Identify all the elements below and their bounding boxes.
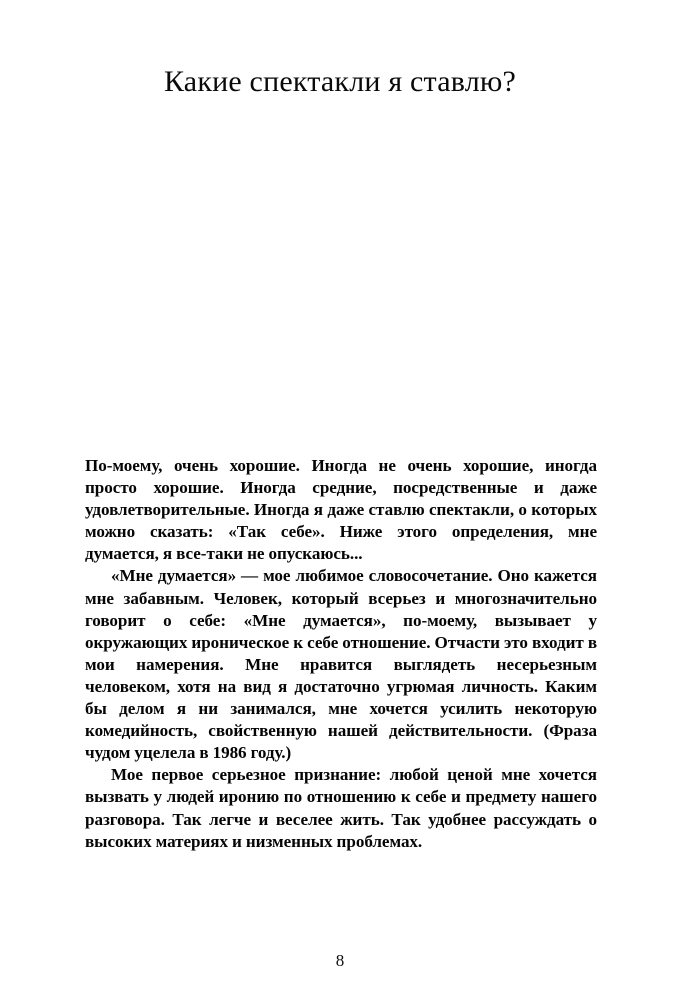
paragraph-2: «Мне думается» — мое любимое словосочетание. Оно кажется мне забавным. Человек, который всерьез и многозначительно говорит о себе: «Мне думается», по-моему, вызывает у окружающих ироническое к себе отношение. Отчасти это входит в мои намерения. Мне нравится выглядеть несерьезным человеком, хотя на вид я достаточно угрюмая личность. Каким бы делом я ни занимался, мне хочется усилить некоторую комедийность, свойственную нашей действительности. (Фраза чудом уцелела в 1986 году.) [85,566,597,763]
page-number: 8 [335,951,345,970]
body-text-block [85,455,597,853]
chapter-title: Какие спектакли я ставлю? [163,65,516,99]
paragraph-3: Мое первое серьезное признание: любой ценой мне хочется вызвать у людей иронию по отношению к себе и предмету нашего разговора. Так легче и веселее жить. Так удобнее рассуждать о высоких материях и низменных проблемах. [85,765,597,851]
paragraph-1: По-моему, очень хорошие. Иногда не очень хорошие, иногда просто хорошие. Иногда средние, посредственные и даже удовлетворительные. Иногда я даже ставлю спектакли, о которых можно сказать: «Так себе». Ниже этого определения, мне думается, я все-таки не опускаюсь... [85,456,597,564]
